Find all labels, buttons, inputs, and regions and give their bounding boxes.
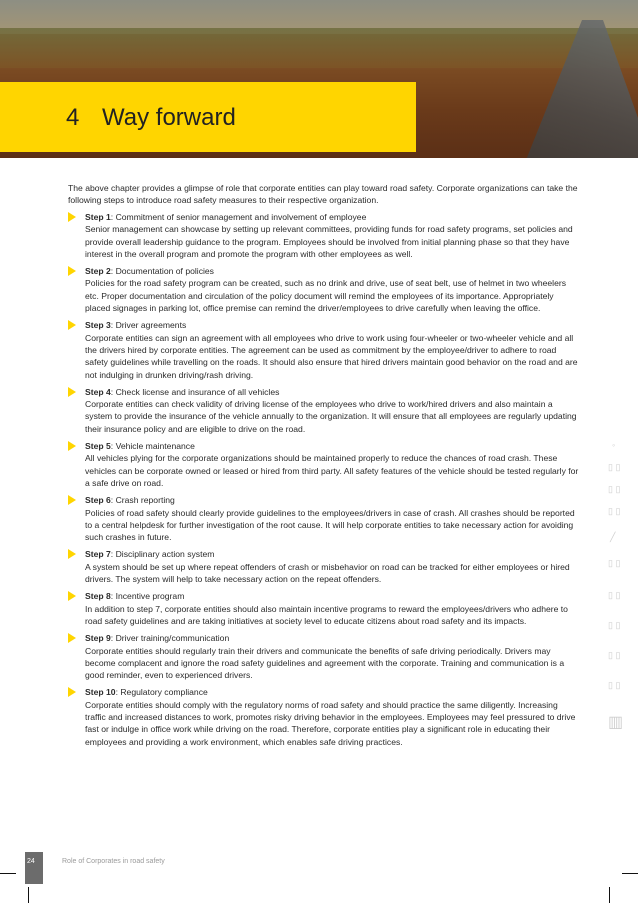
step-body: Corporate entities can check validity of driving license of the employees who drive to work/hired drivers and also maintain a system to provide the insurance of the vehicle annually to the organization. It will ensure that all employees are regularly updating their insurance policy and are eligible to drive on the road. [85, 399, 577, 434]
bullet-arrow-icon [68, 320, 76, 330]
page-number-box [25, 852, 43, 884]
crop-mark [28, 887, 29, 903]
bullet-arrow-icon [68, 549, 76, 559]
bullet-arrow-icon [68, 212, 76, 222]
running-title: Role of Corporates in road safety [62, 858, 165, 865]
list-item [68, 440, 580, 489]
steps-list [68, 211, 580, 753]
step-title: : Commitment of senior management and involvement of employee [110, 212, 367, 222]
step-body: Senior management can showcase by setting up relevant committees, providing funds for road safety programs, set policies and provide overall leadership guidance to the program. Employees should be involved from initial planning phase so that they have interest in the overall program and promote the program with other employees as well. [85, 224, 573, 259]
side-decoration: ◦ ▯ ▯ ▯ ▯ ▯ ▯ ╱ ▯ ▯ ▯ ▯ ▯ ▯ ▯ ▯ ▯ ▯ ▥ [608, 440, 624, 731]
step-body: In addition to step 7, corporate entities should also maintain incentive programs to reward the employees/drivers who adhere to road safety guidelines and are taking initiatives at society level to educate citizens about road safety and its impacts. [85, 603, 568, 626]
step-label: Step 4 [85, 386, 111, 397]
step-title: : Disciplinary action system [110, 549, 215, 560]
bullet-arrow-icon [68, 495, 76, 505]
step-label: Step 7 [85, 549, 111, 560]
list-item [68, 319, 580, 380]
chapter-title-box [0, 82, 416, 152]
step-title: : Documentation of policies [110, 266, 214, 277]
bullet-arrow-icon [68, 591, 76, 601]
chapter-number: 4 [66, 104, 80, 131]
list-item [68, 265, 580, 314]
list-item [68, 632, 580, 681]
step-label: Step 5 [85, 441, 111, 452]
list-item [68, 494, 580, 543]
list-item [68, 211, 580, 260]
bullet-arrow-icon [68, 687, 76, 697]
bullet-arrow-icon [68, 387, 76, 397]
step-body: Policies of road safety should clearly provide guidelines to the employees/drivers in case of crash. All crashes should be reported to a central helpdesk for further investigation of the root cause. It will help corporate entities to take necessary action for avoiding such crashes in future. [85, 507, 575, 543]
crop-mark [609, 887, 610, 903]
step-label: Step 8 [85, 591, 111, 602]
step-label: Step 10 [85, 687, 116, 698]
step-title: : Driver training/communication [110, 633, 230, 644]
step-title: : Incentive program [110, 591, 185, 602]
list-item [68, 590, 580, 627]
step-body: All vehicles plying for the corporate organizations should be maintained properly to reduce the chances of road crash. These vehicles can be corporate owned or leased or hired from third party. All safety features of the vehicle should be tested regularly for a safe drive on road. [85, 453, 579, 488]
step-label: Step 9 [85, 633, 111, 644]
step-body: Policies for the road safety program can be created, such as no drink and drive, use of seat belt, use of helmet in two wheelers etc. Proper documentation and circulation of the policy document will remind the employees of its importance. Appropriately placed signages in parking lot, office premise can remind the driver/employees to drive carefully when leaving the office. [85, 278, 567, 314]
page-number: 24 [27, 858, 35, 865]
step-label: Step 1 [85, 212, 111, 222]
step-label: Step 2 [85, 266, 111, 277]
step-title: : Regulatory compliance [115, 687, 208, 698]
step-title: : Check license and insurance of all vehicles [110, 386, 280, 397]
list-item [68, 548, 580, 585]
step-title: : Vehicle maintenance [110, 441, 195, 452]
bullet-arrow-icon [68, 633, 76, 643]
step-label: Step 3 [85, 320, 111, 331]
intro-paragraph: The above chapter provides a glimpse of role that corporate entities can play toward road safety. Corporate organizations can take the following steps to introduce road safety measures to their respective organization. [68, 183, 578, 206]
step-body: A system should be set up where repeat offenders of crash or misbehavior on road can be tracked for either employees or hired drivers. The system will help to take necessary action on the repeat offenders. [85, 561, 570, 585]
step-body: Corporate entities should regularly train their drivers and communicate the benefits of safe driving periodically. Drivers may become complacent and ignore the road safety guidelines and agreement with the corporate. Training and communication is a good reminder, even to experienced drivers. [85, 645, 565, 681]
bullet-arrow-icon [68, 441, 76, 451]
list-item [68, 686, 580, 747]
crop-mark [0, 873, 16, 874]
step-title: : Crash reporting [110, 495, 175, 506]
step-body: Corporate entities can sign an agreement with all employees who drive to work using four-wheeler or two-wheeler vehicle and all the drivers hired by corporate entities. The agreement can be used as commitment by the employee/driver to adhere to road safety guidelines while travelling on the roads. It should also ensure that hired drivers maintain good behavior on the road and are not indulging in drunken driving/rash driving. [85, 332, 578, 380]
crop-mark [622, 873, 638, 874]
bullet-arrow-icon [68, 266, 76, 276]
banner-field [0, 28, 638, 68]
list-item [68, 386, 580, 435]
step-body: Corporate entities should comply with the regulatory norms of road safety and should practice the same diligently. Increasing traffic and increased distances to work, promotes risky driving behavior in the employees. Employees may feel pressured to drive fast or indulge in office work while driving on the road. Therefore, corporate entities play a significant role in educating their employees and providing a work environment, which enables safe driving practices. [85, 699, 576, 747]
chapter-title: Way forward [102, 104, 236, 131]
step-title: : Driver agreements [110, 320, 187, 331]
step-label: Step 6 [85, 495, 111, 506]
